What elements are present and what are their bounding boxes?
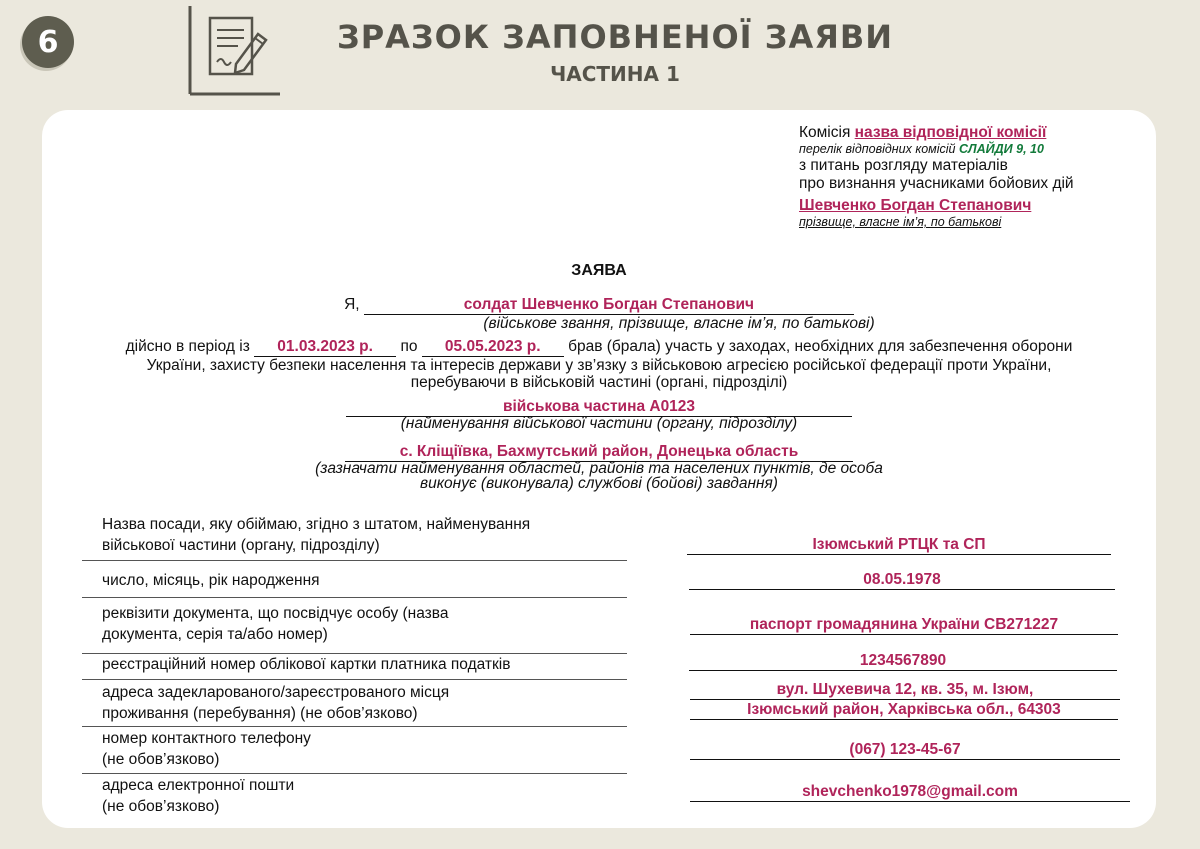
table-row-label: число, місяць, рік народження — [102, 572, 320, 589]
table-row-label: реєстраційний номер облікової картки платника податків — [102, 656, 511, 673]
document-pen-icon — [188, 6, 280, 96]
commission-person-hint: прізвище, власне ім’я, по батькові — [799, 215, 1002, 229]
period-mid: по — [400, 338, 418, 355]
commission-slides-hint: СЛАЙДИ 9, 10 — [959, 142, 1044, 156]
table-divider — [82, 773, 627, 774]
person-value: солдат Шевченко Богдан Степанович — [364, 296, 854, 315]
step-number-badge: 6 — [22, 16, 74, 68]
person-row — [42, 296, 1156, 315]
table-row-value: Ізюмський район, Харківська обл., 64303 — [690, 701, 1118, 720]
commission-line-3: про визнання учасниками бойових дій — [799, 175, 1074, 192]
table-row-value: 1234567890 — [689, 652, 1117, 671]
period-text-1: брав (брала) участь у заходах, необхідних для забезпечення оборони — [568, 338, 1073, 355]
commission-label: Комісія — [799, 124, 851, 141]
page-subtitle: ЧАСТИНА 1 — [550, 62, 680, 86]
table-divider — [82, 679, 627, 680]
table-row-label: номер контактного телефону (не обов’язково) — [102, 730, 311, 768]
date-from-value: 01.03.2023 р. — [254, 338, 396, 357]
person-hint: (військове звання, прізвище, власне ім’я, по батькові) — [483, 315, 875, 332]
date-to-value: 05.05.2023 р. — [422, 338, 564, 357]
table-divider — [82, 726, 627, 727]
commission-block — [799, 124, 1074, 230]
location-hint-1: (зазначати найменування областей, районів та населених пунктів, де особа — [315, 460, 883, 477]
table-divider — [82, 560, 627, 561]
period-prefix: дійсно в період із — [125, 338, 250, 355]
table-row-value: (067) 123-45-67 — [690, 741, 1120, 760]
table-divider — [82, 597, 627, 598]
period-text-3: перебуваючи в військовій частині (органі, підрозділі) — [410, 374, 788, 391]
location-hint-2: виконує (виконувала) службові (бойові) завдання) — [420, 475, 778, 492]
table-row-value: shevchenko1978@gmail.com — [690, 783, 1130, 802]
period-text-2: України, захисту безпеки населення та інтересів держави у зв’язку з військовою агресією російської федерації проти України, — [146, 357, 1052, 374]
unit-hint: (найменування військової частини (органу, підрозділу) — [400, 415, 798, 432]
period-paragraph — [82, 338, 1116, 391]
table-row-value: паспорт громадянина України СВ271227 — [690, 616, 1118, 635]
table-row-value: Ізюмський РТЦК та СП — [687, 536, 1111, 555]
unit-value: військова частина А0123 — [346, 398, 852, 417]
table-row-label: адреса електронної пошти (не обов’язково) — [102, 777, 295, 815]
table-row-label: адреса задекларованого/зареєстрованого місця проживання (перебування) (не обов’язково) — [102, 684, 450, 722]
table-row-value: вул. Шухевича 12, кв. 35, м. Ізюм, — [690, 681, 1120, 700]
application-form-card — [42, 110, 1156, 828]
commission-line-2: з питань розгляду матеріалів — [799, 157, 1008, 174]
table-row-label: Назва посади, яку обіймаю, згідно з штатом, найменування військової частини (органу, підрозділу) — [102, 516, 531, 554]
location-value: с. Кліщіївка, Бахмутський район, Донецька область — [345, 443, 853, 462]
i-label: Я, — [344, 296, 360, 313]
commission-person-value: Шевченко Богдан Степанович — [799, 197, 1032, 214]
table-row-value: 08.05.1978 — [689, 571, 1115, 590]
commission-hint: перелік відповідних комісій — [799, 142, 956, 156]
statement-title: ЗАЯВА — [571, 262, 627, 279]
page-title: ЗРАЗОК ЗАПОВНЕНОЇ ЗАЯВИ — [336, 18, 894, 56]
table-row-label: реквізити документа, що посвідчує особу (назва документа, серія та/або номер) — [102, 605, 449, 643]
commission-name-value: назва відповідної комісії — [854, 124, 1047, 141]
